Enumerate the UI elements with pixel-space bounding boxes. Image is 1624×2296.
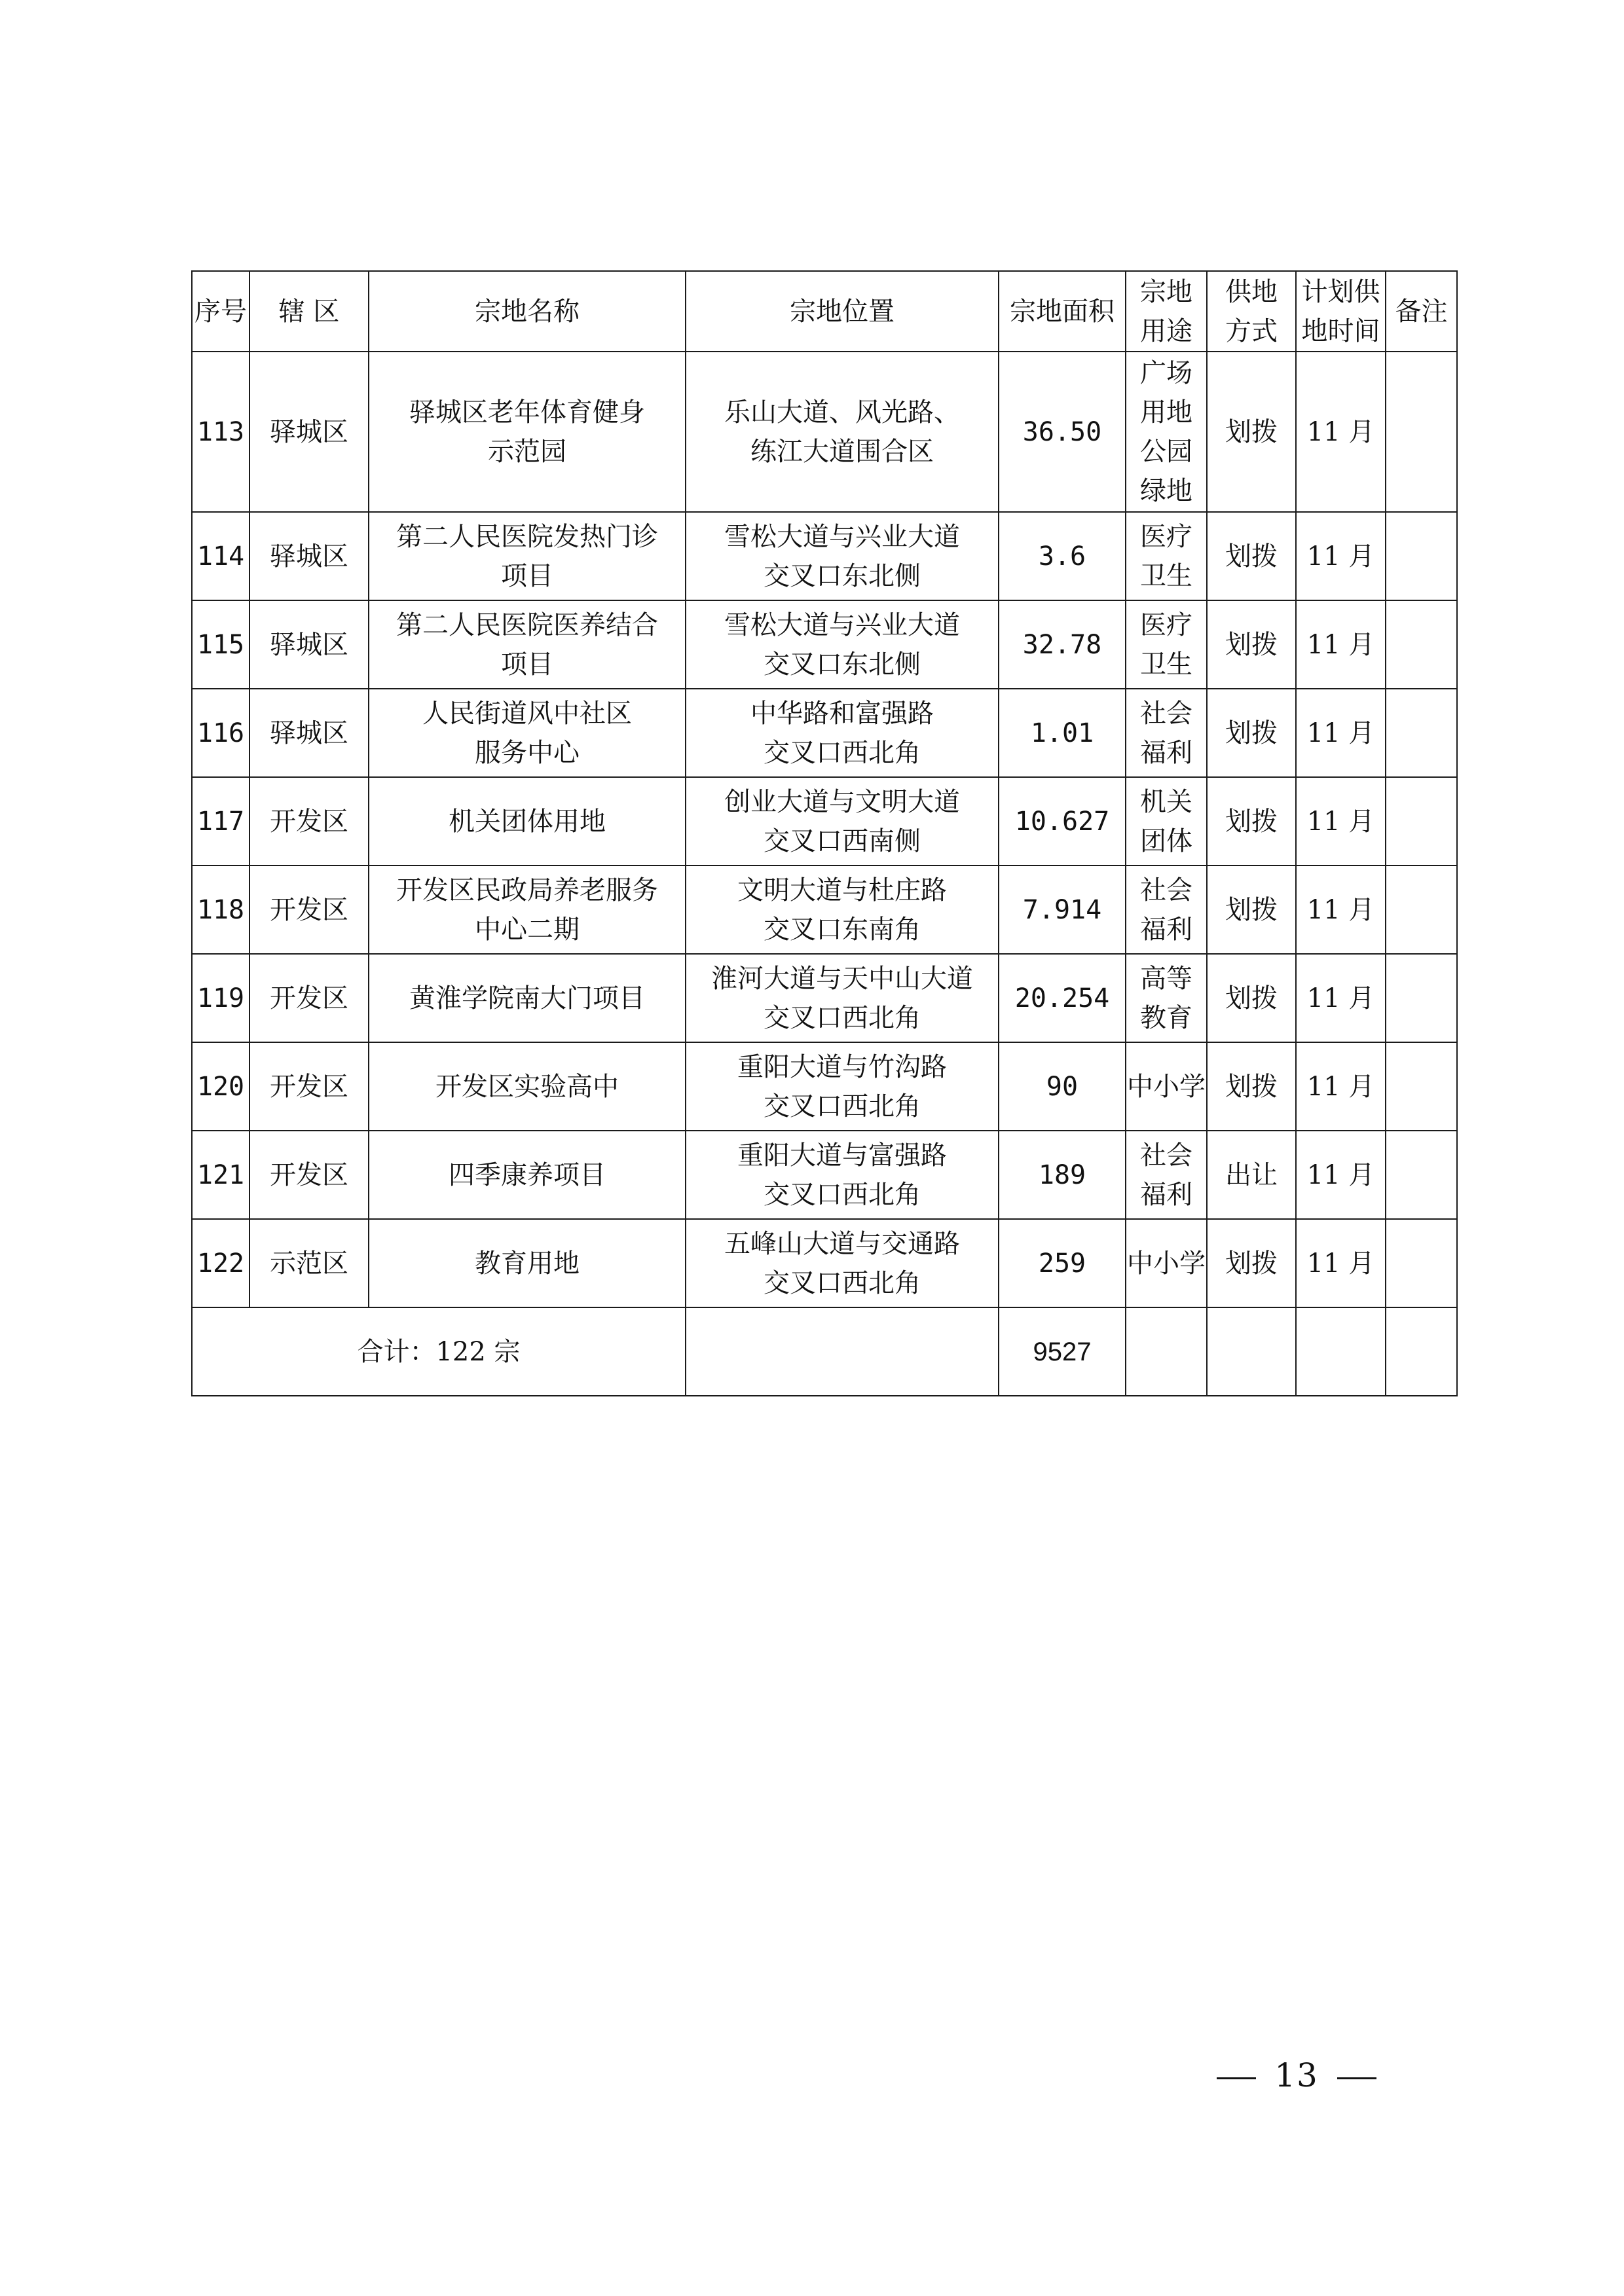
cell-seq: 117	[192, 777, 249, 866]
dash-right	[1337, 2077, 1376, 2079]
cell-district: 开发区	[249, 954, 369, 1042]
cell-location: 五峰山大道与交通路 交叉口西北角	[686, 1219, 999, 1307]
header-name: 宗地名称	[369, 271, 686, 352]
total-remark-empty	[1386, 1307, 1457, 1396]
header-district: 辖 区	[249, 271, 369, 352]
total-area: 9527	[999, 1307, 1126, 1396]
cell-seq: 122	[192, 1219, 249, 1307]
header-supply: 供地 方式	[1207, 271, 1296, 352]
cell-time: 11 月	[1296, 1042, 1386, 1131]
cell-district: 开发区	[249, 777, 369, 866]
page-number	[1198, 2056, 1395, 2095]
cell-name: 机关团体用地	[369, 777, 686, 866]
cell-district: 驿城区	[249, 600, 369, 689]
cell-area: 259	[999, 1219, 1126, 1307]
cell-remark	[1386, 512, 1457, 600]
header-location: 宗地位置	[686, 271, 999, 352]
cell-location: 文明大道与杜庄路 交叉口东南角	[686, 866, 999, 954]
cell-usage: 中小学	[1126, 1042, 1207, 1131]
cell-seq: 120	[192, 1042, 249, 1131]
cell-time: 11 月	[1296, 777, 1386, 866]
cell-location: 重阳大道与竹沟路 交叉口西北角	[686, 1042, 999, 1131]
cell-remark	[1386, 689, 1457, 777]
cell-usage: 广场 用地 公园 绿地	[1126, 352, 1207, 512]
cell-seq: 121	[192, 1131, 249, 1219]
total-label: 合计：122 宗	[192, 1307, 686, 1396]
cell-area: 36.50	[999, 352, 1126, 512]
cell-name: 第二人民医院医养结合 项目	[369, 600, 686, 689]
cell-usage: 机关 团体	[1126, 777, 1207, 866]
cell-area: 7.914	[999, 866, 1126, 954]
cell-area: 32.78	[999, 600, 1126, 689]
cell-district: 示范区	[249, 1219, 369, 1307]
cell-supply: 划拨	[1207, 352, 1296, 512]
cell-seq: 114	[192, 512, 249, 600]
cell-location: 创业大道与文明大道 交叉口西南侧	[686, 777, 999, 866]
cell-district: 开发区	[249, 1131, 369, 1219]
total-row	[192, 1307, 1457, 1396]
cell-name: 第二人民医院发热门诊 项目	[369, 512, 686, 600]
land-supply-table	[191, 270, 1458, 1396]
cell-time: 11 月	[1296, 512, 1386, 600]
cell-remark	[1386, 777, 1457, 866]
cell-location: 重阳大道与富强路 交叉口西北角	[686, 1131, 999, 1219]
cell-time: 11 月	[1296, 1219, 1386, 1307]
header-usage: 宗地 用途	[1126, 271, 1207, 352]
cell-seq: 113	[192, 352, 249, 512]
cell-district: 开发区	[249, 866, 369, 954]
cell-remark	[1386, 352, 1457, 512]
table-row	[192, 1131, 1457, 1219]
total-location-empty	[686, 1307, 999, 1396]
table-row	[192, 954, 1457, 1042]
table-row	[192, 352, 1457, 512]
cell-supply: 划拨	[1207, 866, 1296, 954]
cell-supply: 出让	[1207, 1131, 1296, 1219]
table-row	[192, 1219, 1457, 1307]
header-plan-time: 计划供 地时间	[1296, 271, 1386, 352]
cell-time: 11 月	[1296, 600, 1386, 689]
header-area: 宗地面积	[999, 271, 1126, 352]
cell-name: 驿城区老年体育健身 示范园	[369, 352, 686, 512]
cell-supply: 划拨	[1207, 1219, 1296, 1307]
cell-name: 开发区实验高中	[369, 1042, 686, 1131]
cell-area: 3.6	[999, 512, 1126, 600]
cell-seq: 115	[192, 600, 249, 689]
cell-name: 教育用地	[369, 1219, 686, 1307]
total-time-empty	[1296, 1307, 1386, 1396]
cell-time: 11 月	[1296, 352, 1386, 512]
cell-district: 开发区	[249, 1042, 369, 1131]
cell-name: 人民街道风中社区 服务中心	[369, 689, 686, 777]
cell-seq: 119	[192, 954, 249, 1042]
header-remark: 备注	[1386, 271, 1457, 352]
cell-remark	[1386, 1219, 1457, 1307]
cell-usage: 社会 福利	[1126, 689, 1207, 777]
cell-supply: 划拨	[1207, 512, 1296, 600]
cell-location: 雪松大道与兴业大道 交叉口东北侧	[686, 512, 999, 600]
cell-location: 淮河大道与天中山大道 交叉口西北角	[686, 954, 999, 1042]
table-row	[192, 689, 1457, 777]
table-row	[192, 600, 1457, 689]
cell-supply: 划拨	[1207, 600, 1296, 689]
cell-remark	[1386, 954, 1457, 1042]
cell-usage: 高等 教育	[1126, 954, 1207, 1042]
cell-time: 11 月	[1296, 954, 1386, 1042]
cell-usage: 社会 福利	[1126, 1131, 1207, 1219]
cell-supply: 划拨	[1207, 777, 1296, 866]
cell-area: 20.254	[999, 954, 1126, 1042]
cell-seq: 116	[192, 689, 249, 777]
cell-remark	[1386, 600, 1457, 689]
cell-area: 90	[999, 1042, 1126, 1131]
cell-area: 189	[999, 1131, 1126, 1219]
page-number-text: 13	[1274, 2056, 1319, 2094]
cell-time: 11 月	[1296, 689, 1386, 777]
table-row	[192, 866, 1457, 954]
cell-remark	[1386, 1131, 1457, 1219]
cell-usage: 医疗 卫生	[1126, 512, 1207, 600]
cell-location: 雪松大道与兴业大道 交叉口东北侧	[686, 600, 999, 689]
cell-seq: 118	[192, 866, 249, 954]
cell-supply: 划拨	[1207, 954, 1296, 1042]
cell-district: 驿城区	[249, 689, 369, 777]
cell-usage: 社会 福利	[1126, 866, 1207, 954]
cell-name: 黄淮学院南大门项目	[369, 954, 686, 1042]
cell-district: 驿城区	[249, 352, 369, 512]
cell-area: 1.01	[999, 689, 1126, 777]
table-row	[192, 512, 1457, 600]
cell-time: 11 月	[1296, 1131, 1386, 1219]
cell-usage: 医疗 卫生	[1126, 600, 1207, 689]
cell-remark	[1386, 866, 1457, 954]
cell-name: 开发区民政局养老服务 中心二期	[369, 866, 686, 954]
cell-location: 中华路和富强路 交叉口西北角	[686, 689, 999, 777]
header-seq: 序号	[192, 271, 249, 352]
cell-time: 11 月	[1296, 866, 1386, 954]
cell-remark	[1386, 1042, 1457, 1131]
cell-location: 乐山大道、风光路、 练江大道围合区	[686, 352, 999, 512]
table-row	[192, 1042, 1457, 1131]
total-supply-empty	[1207, 1307, 1296, 1396]
cell-supply: 划拨	[1207, 689, 1296, 777]
cell-supply: 划拨	[1207, 1042, 1296, 1131]
dash-left	[1217, 2077, 1256, 2079]
header-row	[192, 271, 1457, 352]
cell-name: 四季康养项目	[369, 1131, 686, 1219]
cell-area: 10.627	[999, 777, 1126, 866]
cell-usage: 中小学	[1126, 1219, 1207, 1307]
total-usage-empty	[1126, 1307, 1207, 1396]
cell-district: 驿城区	[249, 512, 369, 600]
table-row	[192, 777, 1457, 866]
